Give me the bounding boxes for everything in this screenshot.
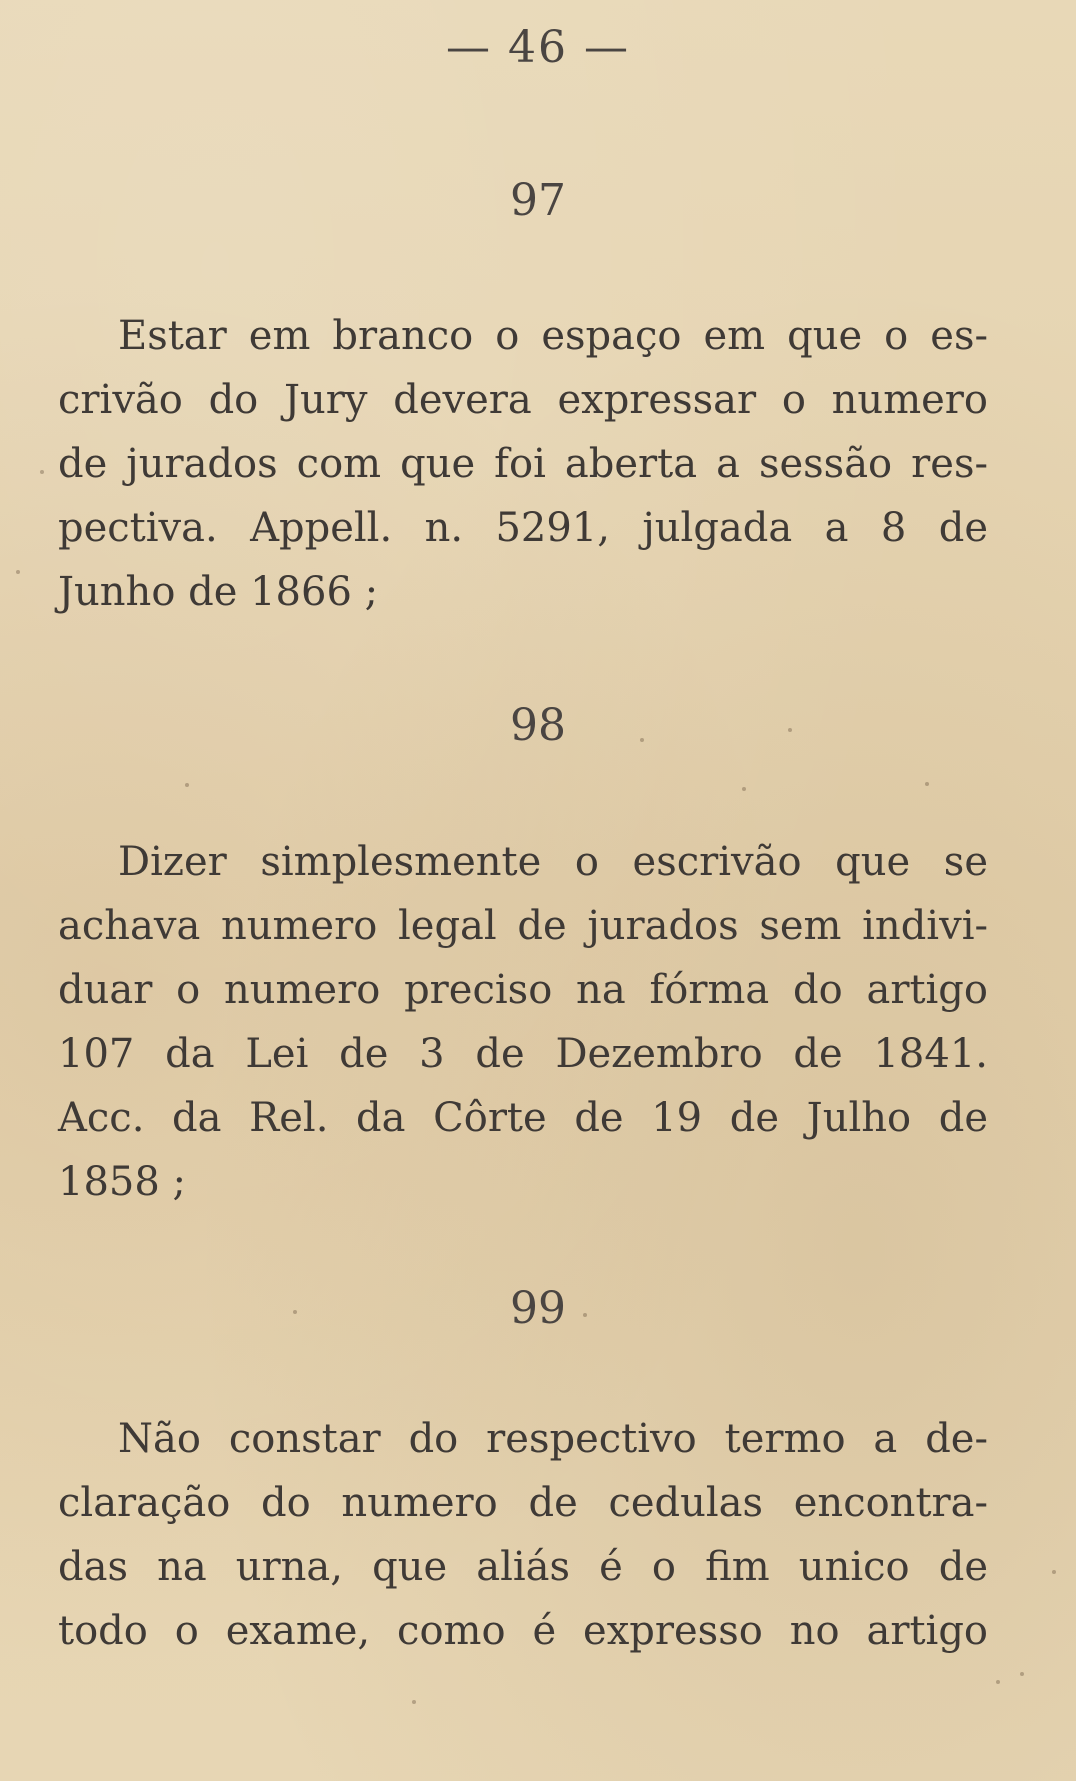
paragraph-line: Estar em branco o espaço em que o es- bbox=[118, 313, 988, 359]
section-number: 99 bbox=[510, 1283, 566, 1334]
paragraph-line: crivão do Jury devera expressar o numero bbox=[58, 377, 988, 423]
section-number: 97 bbox=[510, 175, 566, 226]
paper-speck bbox=[788, 728, 792, 732]
paragraph-line: Dizer simplesmente o escrivão que se bbox=[118, 839, 988, 885]
paper-speck bbox=[185, 783, 189, 787]
paper-speck bbox=[742, 787, 746, 791]
paper-speck bbox=[583, 1313, 587, 1317]
paper-speck bbox=[1020, 1672, 1024, 1676]
paper-speck bbox=[1052, 1570, 1056, 1574]
paragraph-line: das na urna, que aliás é o fim unico de bbox=[58, 1544, 988, 1590]
paragraph-line: claração do numero de cedulas encontra- bbox=[58, 1480, 988, 1526]
paragraph-line: 107 da Lei de 3 de Dezembro de 1841. bbox=[58, 1031, 988, 1077]
paragraph-line: 1858 ; bbox=[58, 1159, 186, 1205]
paragraph-line: duar o numero preciso na fórma do artigo bbox=[58, 967, 988, 1013]
section-number: 98 bbox=[510, 700, 566, 751]
paragraph-line: achava numero legal de jurados sem indivi- bbox=[58, 903, 988, 949]
paper-speck bbox=[925, 782, 929, 786]
paper-speck bbox=[40, 470, 44, 474]
paragraph bbox=[58, 830, 988, 1214]
paper-speck bbox=[640, 738, 644, 742]
paragraph-line: de jurados com que foi aberta a sessão res- bbox=[58, 441, 988, 487]
paper-speck bbox=[412, 1700, 416, 1704]
paragraph-line: pectiva. Appell. n. 5291, julgada a 8 de bbox=[58, 505, 988, 551]
paper-speck bbox=[996, 1680, 1000, 1684]
paper-speck bbox=[293, 1310, 297, 1314]
paragraph-line: todo o exame, como é expresso no artigo bbox=[58, 1608, 988, 1654]
page-header: — 46 — bbox=[446, 22, 630, 73]
paragraph bbox=[58, 304, 988, 624]
paragraph-line: Junho de 1866 ; bbox=[58, 569, 379, 615]
paper-speck bbox=[16, 570, 20, 574]
paragraph bbox=[58, 1407, 988, 1663]
paragraph-line: Não constar do respectivo termo a de- bbox=[118, 1416, 988, 1462]
paragraph-line: Acc. da Rel. da Côrte de 19 de Julho de bbox=[58, 1095, 988, 1141]
